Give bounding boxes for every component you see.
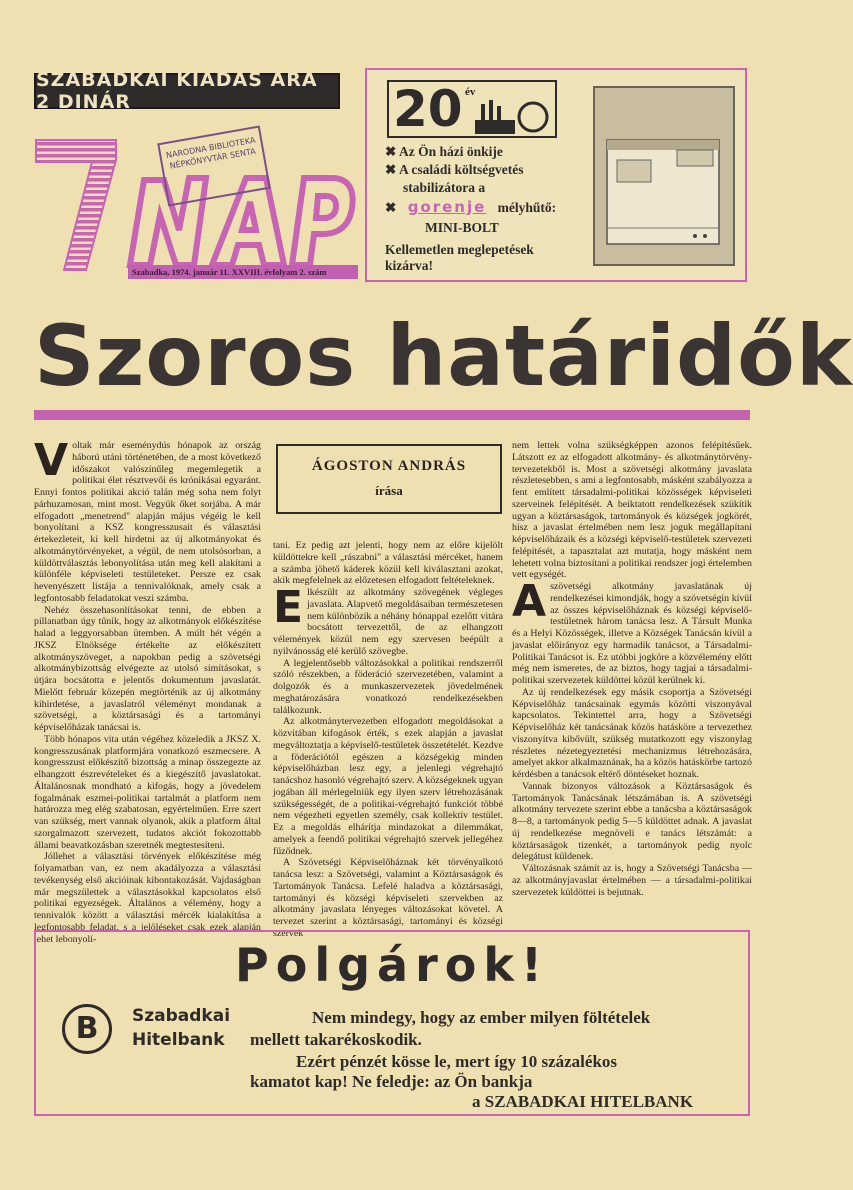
article-column-1 bbox=[34, 435, 261, 945]
price-text: SZABADKAI KIADÁS ÁRA 2 DINÁR bbox=[36, 69, 318, 113]
bullet-2-text: A családi költségvetés bbox=[398, 162, 524, 177]
paragraph-text: szövetségi alkotmány javaslatának új rendelkezései kimondják, hogy a szövetségin kívül az összes képviselőháznak és községi képviselő-testületnek három tanácsa lesz. A Társult Munka és a Helyi Közösségek, illetve a Községek Tanácsán kívül a javaslat előirányoz egy harmadik tanácsot, a Társadalmi-Politikai Tanácsot is. Ez utóbbi jogköre a közvélemény előtt még nem ismeretes, de az biztos, hogy tagjai a társadalmi-politikai szervezetek küldöttei közül kerülnek ki. bbox=[512, 581, 752, 686]
paragraph-text: oltak már eseménydús hónapok az ország háború utáni történetében, de a most következő időszakot valószínűleg megemlegetik a politikai élet résztvevői és krónikásai egyaránt. Ennyi fontos politikai akció talán még soha nem folyt párhuzamosan, mint most. Vegyük őket sorjába. A már elfogadott „menetrend" alapján május végéig le kell bonyolítani a KSZ kongresszusait és választási értekezleteit, ki kell hirdetni az új alkotmányokat és alkotmánytörvényeket, a végül, de nem utolsósorban, a küldöttválasztás lebonyolítása után meg kell alakítani a különféle képviseleti testületeket. Persze ez csak hevenyészett listája a tennivalóknak, amely csak a legfontosabb feladatokat veszi számba. bbox=[34, 440, 261, 604]
paragraph-text: lkészült az alkotmány szövegének végleges javaslata. Alapvető megoldásaiban természetesen nem különbözik a néhány hónappal ezelőtt vitára bocsátott tervezettől, de az elhangzott vélemények közül nem egy szervesen beépült a nyilvánosság elé kerülő szövegbe. bbox=[273, 587, 503, 657]
freezer-illustration bbox=[595, 88, 733, 264]
ad-headline: Polgárok! bbox=[235, 938, 549, 992]
factory-icon bbox=[475, 100, 551, 136]
paragraph: nem lettek volna szükségképpen azonos felépítésűek. Látszott ez az elfogadott alkotmány- és alkotmánytörvény-tervezetekből is. Most a szövetségi alkotmány javaslata részletesebben, s ami a legfontosabb, másként szabályozza a fent említett társadalmi-politikai közösségek képviseleti szerveinek felépítését. A beiktatott rendelkezések szükítik ugyan a köztársaságok, tartományok és községek jogkörét, hisz a javaslat értelmében nem lesz joguk megállapítani képviselőházaik és a községi képviselő-testületek szervezeti felépítését, a tapasztalat azt mutatja, hogy másként nem lehetett volna biztosítani a politikai rendszer jogi értelemben vett egységét. bbox=[512, 440, 752, 581]
bank-name bbox=[132, 1004, 230, 1052]
dropcap: V bbox=[34, 435, 69, 486]
ad-line-1: Nem mindegy, hogy az ember milyen föltételek bbox=[312, 1008, 651, 1027]
bank-name-line-2: Hitelbank bbox=[132, 1030, 225, 1050]
paragraph: Vannak bizonyos változások a Köztársaságok és Tartományok Tanácsának létszámában is. A szövetségi alkotmány tervezete szerint ebbe a tanácsba a köztársaságok 8—8, a tartományok pedig 5—5 küldöttet adnak. A javaslat új rendelkezése megnöveli e tanács létszámát: a köztársaságok tizenkét, a tartományok pedig nyolc delegátust küldenek. bbox=[512, 780, 752, 863]
ad-line-2: mellett takarékoskodik. bbox=[250, 1030, 422, 1049]
paragraph: Változásnak számít az is, hogy a Szövetségi Tanácsba — az alkotmányjavaslat értelmében — a társadalmi-politikai szervezetek küldöttei is bejutnak. bbox=[512, 863, 752, 898]
author-name: ÁGOSTON ANDRÁS bbox=[311, 458, 467, 474]
paragraph bbox=[512, 576, 752, 687]
headline: Szoros határidők bbox=[34, 307, 853, 405]
paragraph: tani. Ez pedig azt jelenti, hogy nem az előre kijelölt küldöttekre kell „rászabni" a választási mércéket, hanem a számba jöhető káderek közül kell kiválasztani azokat, akik megfelelnek az előzetesen elfogadott feltételeknek. bbox=[273, 540, 503, 587]
article-column-2 bbox=[273, 540, 503, 939]
paragraph: A Szövetségi Képviselőháznak két törvényalkotó tanácsa lesz: a Szövetségi, valamint a Köztársaságok és Tartományok Tanácsa. Lefelé haladva a köztársasági, tartományi és községi képviseleti szervekben az alkotmány javaslata lényeges változásokat követel. A tervezet szerint a köztársasági, tartományi és községi szervek bbox=[273, 857, 503, 939]
logo-letter: B bbox=[75, 1011, 99, 1046]
bank-advertisement bbox=[34, 930, 750, 1116]
dateline: Szabadka, 1974. január 11. XXVIII. évfolyam 2. szám bbox=[128, 265, 358, 279]
paragraph: Jóllehet a választási törvények előkészítése még folyamatban van, ez nem akadályozza a választási tevékenység első akcióinak kibontakozását. Vajdaságban már megszülettek a választásokkal kapcsolatos első politikai egyezségek. Általános a vélemény, hogy a tennivalók között a választási mércék kialakítása a legfontosabb feladat, s a jelöléseket csak ezek alapján lehet lebonyolí- bbox=[34, 851, 261, 945]
headline-rule bbox=[34, 410, 750, 420]
paragraph: Több hónapos vita után végéhez közeledik a JKSZ X. kongresszusának platformjára vonatkozó eszmecsere. A kongresszust előkészítő bizottság a minap összegezte az elhangzott észrevételeket és a kiegészítő javaslatokat. Általánosnak mondható a kifogás, hogy a jövedelem fogalmának eszmei-politikai tartalmát a platform nem határozza meg elég szabatosan, egyértelműen. Erre szert van szükség, mert vannak olyanok, akik a platform által szorgalmazott szervezett, tudatos akciót fokozottabb állami beavatkozásban szeretnék megtestesíteni. bbox=[34, 733, 261, 851]
paragraph: Az új rendelkezések egy másik csoportja a Szövetségi Képviselőház tanácsainak egymás közötti viszonyával kapcsolatos. Tekintettel arra, hogy a Szövetségi Képviselőház két tanácsának közös hatásköre a tervezethez viszonyítva kibővült, szükség mutatkozott egy viszonylag részletes nézetegyeztetési mechanizmus létrehozására, amelyet akkor alkalmaznának, ha a közös hatáskörbe tartozó kérdésben a tanácsok eltérő döntéseket hoznak. bbox=[512, 686, 752, 780]
bullet-1-text: Az Ön házi önkije bbox=[398, 144, 503, 159]
anniversary-suffix: év bbox=[465, 86, 476, 98]
article-column-3 bbox=[512, 440, 752, 905]
dropcap: A bbox=[512, 576, 547, 627]
dropcap: E bbox=[273, 582, 304, 633]
stamp-text: NARODNA BIBLIOTEKA NÉPKÖNYVTÁR SENTA bbox=[165, 135, 257, 171]
paragraph: A legjelentősebb változásokkal a politikai rendszerről szóló részekben, a föderáció szervezetében, valamint a dolgozók és a munkaszervezetek jövedelmének meghatározására vonatkozó rendelkezésekben találkozunk. bbox=[273, 657, 503, 716]
bullet-2: ✖ A családi költségvetés bbox=[385, 162, 524, 177]
ad-line-5: a SZABADKAI HITELBANK bbox=[472, 1092, 694, 1111]
gorenje-brand: gorenje bbox=[407, 198, 487, 216]
paragraph: Nehéz összehasonlításokat tenni, de ebben a pillanatban úgy tűnik, hogy az alkotmányok előkészítése halad a leggyorsabban ütemben. A múlt hét végén a JKSZ Elnöksége értékelte az előkészített alkotmányszöveget, a napokban pedig a szövetségi alkotmánybizottság elvégezte az utolsó simításokat, s útjára bocsátotta e jelentős dokumentum javaslatát. Mielőtt február közepén megtörténik az új alkotmány kihirdetése, a javaslatról véleményt mondanak a szövetségi, a köztársasági és a tartományi képviselőházak tanácsai is. bbox=[34, 604, 261, 733]
product-text: mélyhűtő: bbox=[497, 200, 557, 215]
gorenje-advertisement bbox=[365, 68, 747, 282]
ad-line-4: kamatot kap! Ne feledje: az Ön bankja bbox=[250, 1072, 533, 1091]
bank-logo bbox=[62, 1004, 112, 1054]
paragraph: Az alkotmánytervezetben elfogadott megoldásokat a közvitában kifogások érték, s ezek alapján a javaslat megváltoztatja a képviselő-testületek összetételét. Kezdve a föderációtól egészen a községekig minden képviselőházban lesz egy, a jelenlegi végrehajtó tanácshoz hasonló végrehajtó szerv. A községeknek ugyan jogában áll mérlegelniük egy ilyen szerv létrehozásának szükségességét, de a politikai-végrehajtó funkciót többé nem végezheti egyetlen személy, csak kollektív testület. Ez a megoldás elhárítja mindazokat a dilemmákat, amelyek a feendő politikai végrehajtó szervek jellegéhez fűződnek. bbox=[273, 716, 503, 857]
bullet-3: ✖ gorenje mélyhűtő: bbox=[385, 198, 557, 216]
byline-box bbox=[276, 444, 502, 514]
ad-line-3: Ezért pénzét kösse le, mert így 10 százalékos bbox=[296, 1052, 618, 1071]
store-name: MINI-BOLT bbox=[425, 220, 499, 235]
bank-name-line-1: Szabadkai bbox=[132, 1006, 231, 1026]
bullet-1: ✖ Az Ön házi önkije bbox=[385, 144, 503, 159]
freezer-photo bbox=[593, 86, 735, 266]
masthead-logo bbox=[34, 130, 356, 285]
author-note: írása bbox=[375, 483, 403, 498]
bullet-2-cont: stabilizátora a bbox=[403, 180, 486, 195]
price-banner bbox=[34, 69, 340, 113]
tagline-2: kizárva! bbox=[385, 258, 433, 273]
paragraph bbox=[273, 582, 503, 658]
anniversary-number: 20 bbox=[393, 80, 463, 138]
paragraph bbox=[34, 435, 261, 605]
anniversary-badge bbox=[387, 80, 557, 138]
tagline-1: Kellemetlen meglepetések bbox=[385, 242, 534, 257]
